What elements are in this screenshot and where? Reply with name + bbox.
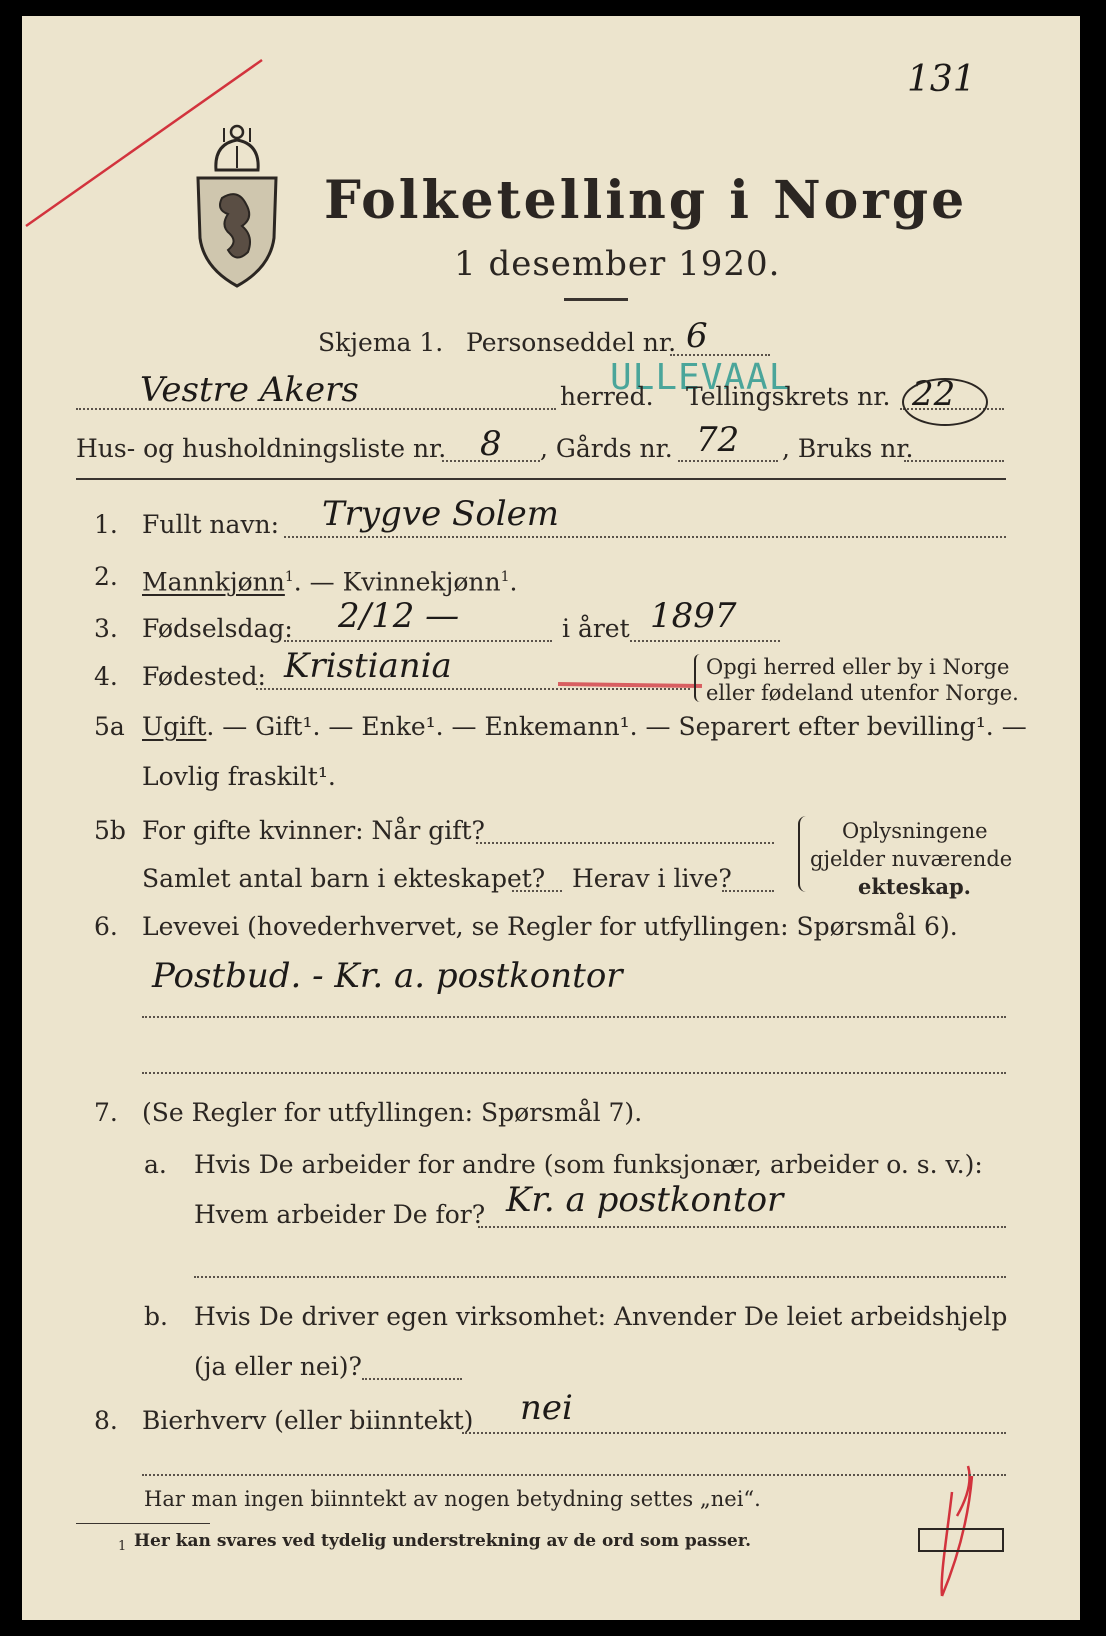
form-title: Folketelling i Norge — [324, 170, 968, 231]
q1-line — [284, 536, 1006, 538]
coat-of-arms-icon — [194, 118, 280, 288]
q3-label: Fødselsdag: — [142, 614, 293, 643]
footnote-rule — [76, 1523, 210, 1524]
q5b-children-line — [512, 890, 562, 892]
q3-year-label: i året — [562, 614, 630, 643]
q8-number: 8. — [94, 1406, 118, 1435]
personseddel-label: Personseddel nr. — [466, 328, 677, 357]
gards-line — [678, 460, 778, 462]
red-underline-stroke — [558, 684, 702, 686]
q8-line2 — [142, 1474, 1006, 1476]
tellingskrets-value: 22 — [912, 374, 956, 414]
q2-mannkjonn: Mannkjønn — [142, 567, 285, 597]
gards-label: , Gårds nr. — [540, 434, 673, 463]
q6-label: Levevei (hovederhvervet, se Regler for utfyllingen: Spørsmål 6). — [142, 912, 958, 941]
q3-line — [284, 640, 552, 642]
personseddel-value: 6 — [686, 316, 708, 356]
q2-options: Mannkjønn$^1$. — Kvinnekjønn$^1$. — [142, 567, 518, 597]
q5b-line2a: Samlet antal barn i ekteskapet? — [142, 864, 546, 893]
q4-label: Fødested: — [142, 662, 266, 691]
bruks-label: , Bruks nr. — [782, 434, 914, 463]
q7a-employer: Kr. a postkontor — [506, 1180, 784, 1220]
q5b-note2: gjelder nuværende — [810, 847, 1013, 871]
q2-kvinnekjonn: Kvinnekjønn — [342, 567, 501, 597]
section-divider — [76, 478, 1006, 480]
q6-line2 — [142, 1072, 1006, 1074]
herred-value: Vestre Akers — [140, 370, 359, 410]
schema-label: Skjema 1. — [318, 328, 444, 357]
q5b-brace — [798, 816, 810, 892]
q5a-line2: Lovlig fraskilt¹. — [142, 762, 336, 791]
q7-number: 7. — [94, 1098, 118, 1127]
herred-label: herred. — [560, 382, 654, 411]
q7b-line2: (ja eller nei)? — [194, 1352, 362, 1381]
q7a-line1: Hvis De arbeider for andre (som funksjonær, arbeider o. s. v.): — [194, 1150, 983, 1179]
footnote-mark: 1 — [118, 1539, 127, 1554]
q5b-number: 5b — [94, 816, 126, 845]
personseddel-line — [670, 354, 770, 356]
q1-label: Fullt navn: — [142, 510, 280, 539]
q7a-letter: a. — [144, 1150, 167, 1179]
q5a-ugift: Ugift — [142, 712, 207, 741]
q6-occupation: Postbud. - Kr. a. postkontor — [152, 956, 623, 996]
bruks-line — [904, 460, 1004, 462]
q8-value: nei — [520, 1388, 573, 1428]
q4-birthplace: Kristiania — [284, 646, 452, 686]
q7a-line-extra — [194, 1276, 1006, 1278]
footer-note: Har man ingen biinntekt av nogen betydning settes „nei“. — [144, 1487, 761, 1511]
printer-mark — [918, 1528, 1004, 1552]
q2-number: 2. — [94, 562, 118, 591]
q7a-line2: Hvem arbeider De for? — [194, 1200, 486, 1229]
gards-value: 72 — [696, 420, 740, 460]
q8-line — [462, 1432, 1006, 1434]
q5a-number: 5a — [94, 712, 125, 741]
q7b-line1: Hvis De driver egen virksomhet: Anvender De leiet arbeidshjelp — [194, 1302, 1008, 1331]
q6-number: 6. — [94, 912, 118, 941]
footnote-text: Her kan svares ved tydelig understrekning av de ord som passer. — [134, 1531, 752, 1551]
q1-number: 1. — [94, 510, 118, 539]
census-date: 1 desember 1920. — [454, 244, 781, 284]
herred-line — [76, 408, 556, 410]
tellingskrets-label: Tellingskrets nr. — [686, 382, 891, 411]
q8-label: Bierhverv (eller biinntekt) — [142, 1406, 474, 1435]
q3-birthday: 2/12 — — [338, 596, 460, 636]
q4-number: 4. — [94, 662, 118, 691]
title-divider — [564, 298, 628, 301]
q3-year-line — [630, 640, 780, 642]
ulleval-stamp: ULLEVAAL — [610, 357, 792, 398]
census-form — [22, 16, 1080, 1620]
q7a-line — [478, 1226, 1006, 1228]
q7-label: (Se Regler for utfyllingen: Spørsmål 7). — [142, 1098, 643, 1127]
q3-year-value: 1897 — [650, 596, 737, 636]
q4-brace — [694, 654, 706, 702]
page-number: 131 — [907, 59, 976, 100]
q1-full-name: Trygve Solem — [322, 494, 560, 534]
q4-note-line1: Opgi herred eller by i Norge — [706, 655, 1010, 679]
tellingskrets-circle — [902, 378, 988, 426]
q4-note-line2: eller fødeland utenfor Norge. — [706, 681, 1019, 705]
q3-number: 3. — [94, 614, 118, 643]
hus-value: 8 — [480, 424, 502, 464]
q5a-options: Ugift. — Gift¹. — Enke¹. — Enkemann¹. — Separert efter bevilling¹. — — [142, 712, 1027, 741]
q4-line — [256, 688, 690, 690]
q5b-note3: ekteskap. — [858, 874, 971, 899]
q5b-married-line — [476, 842, 774, 844]
q5b-note1: Oplysningene — [842, 819, 988, 843]
q5b-alive-line — [722, 890, 774, 892]
q6-line1 — [142, 1016, 1006, 1018]
q5b-line2b: Herav i live? — [572, 864, 732, 893]
hus-label: Hus- og husholdningsliste nr. — [76, 434, 447, 463]
q5b-line1: For gifte kvinner: Når gift? — [142, 816, 485, 845]
q7b-letter: b. — [144, 1302, 168, 1331]
q7b-line — [362, 1378, 462, 1380]
